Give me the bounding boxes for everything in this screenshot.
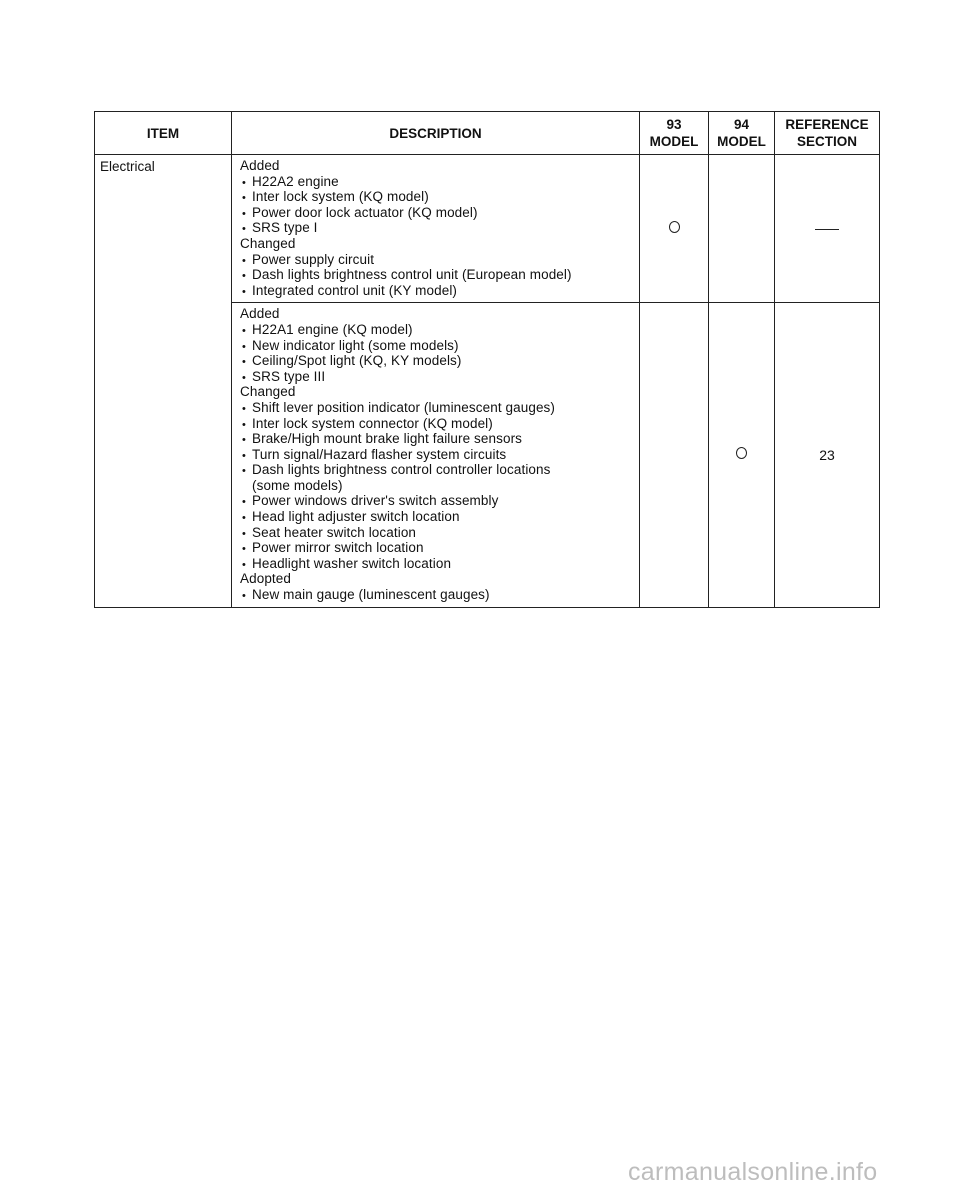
- description-item: • Shift lever position indicator (luminescent gauges): [240, 400, 635, 416]
- description-item: • H22A2 engine: [240, 174, 635, 190]
- header-93-line1: 93: [666, 117, 682, 132]
- description-item: • SRS type I: [240, 220, 635, 236]
- reference-number: 23: [819, 446, 835, 463]
- description-item: • SRS type III: [240, 369, 635, 385]
- description-heading: Changed: [240, 235, 296, 251]
- description-item: • Dash lights brightness control unit (European model): [240, 267, 635, 283]
- description-cell: [232, 155, 640, 303]
- description-item: • Power mirror switch location: [240, 540, 635, 556]
- description-heading: Added: [240, 158, 280, 173]
- description-item: • Inter lock system (KQ model): [240, 189, 635, 205]
- header-94-line2: MODEL: [717, 134, 766, 149]
- model93-cell: [640, 303, 709, 607]
- description-item: • Seat heater switch location: [240, 525, 635, 541]
- description-item: • Dash lights brightness control controller locations: [240, 462, 635, 478]
- header-reference-line1: REFERENCE: [785, 117, 869, 132]
- circle-mark-icon: [669, 221, 680, 233]
- description-item: • Turn signal/Hazard flasher system circuits: [240, 447, 635, 463]
- reference-cell: [775, 303, 880, 607]
- description-heading: Adopted: [240, 571, 291, 587]
- dash-mark: [815, 229, 839, 230]
- header-94-model: [709, 112, 775, 155]
- header-reference-section: [775, 112, 880, 155]
- circle-mark-icon: [736, 447, 747, 459]
- header-93-line2: MODEL: [649, 134, 699, 149]
- watermark-text: carmanualsonline.info: [628, 1158, 878, 1186]
- model94-cell: [709, 303, 775, 607]
- description-item: • New indicator light (some models): [240, 338, 635, 354]
- table-row: [95, 155, 880, 303]
- description-item: • Ceiling/Spot light (KQ, KY models): [240, 353, 635, 369]
- description-heading: Changed: [240, 384, 296, 400]
- description-item: • Power door lock actuator (KQ model): [240, 205, 635, 221]
- changes-table: [94, 111, 880, 608]
- description-item: • Inter lock system connector (KQ model): [240, 416, 635, 432]
- description-item: • Integrated control unit (KY model): [240, 283, 635, 299]
- description-heading: Added: [240, 306, 280, 322]
- header-description: DESCRIPTION: [232, 112, 640, 155]
- description-item: • New main gauge (luminescent gauges): [240, 587, 635, 603]
- description-item: • Brake/High mount brake light failure sensors: [240, 431, 635, 447]
- header-row: [95, 112, 880, 155]
- description-item: • H22A1 engine (KQ model): [240, 322, 635, 338]
- description-item: • Power supply circuit: [240, 252, 635, 268]
- description-item: (some models): [252, 477, 343, 493]
- description-item: • Headlight washer switch location: [240, 556, 635, 572]
- model94-cell: [709, 155, 775, 303]
- header-item: ITEM: [95, 112, 232, 155]
- description-item: • Head light adjuster switch location: [240, 509, 635, 525]
- header-93-model: [640, 112, 709, 155]
- header-94-line1: 94: [733, 117, 750, 132]
- model93-cell: [640, 155, 709, 303]
- reference-cell: [775, 155, 880, 303]
- description-item: • Power windows driver's switch assembly: [240, 493, 635, 509]
- item-cell: Electrical: [95, 155, 232, 608]
- header-reference-line2: SECTION: [796, 134, 857, 149]
- description-cell: [232, 303, 640, 607]
